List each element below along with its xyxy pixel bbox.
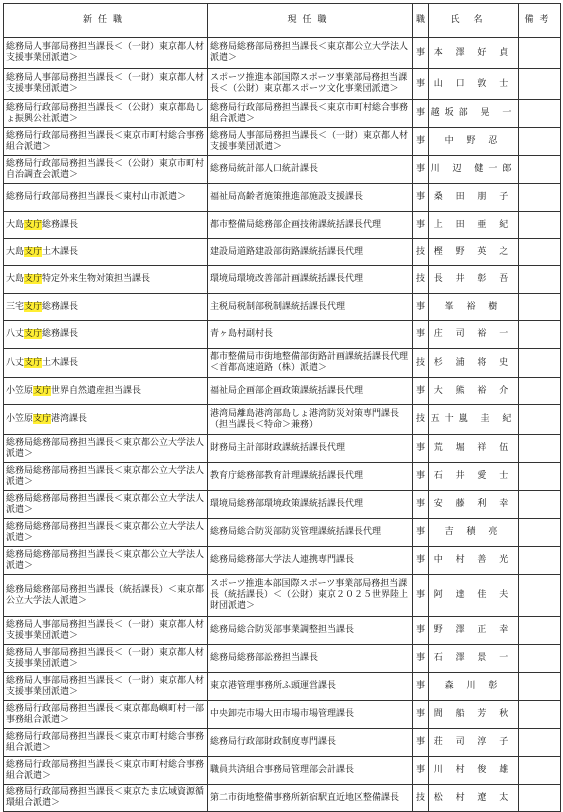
new-post-cell: 総務局総務部局務担当課長＜東京都公立大学法人派遣＞ [4, 435, 208, 463]
remarks-cell [519, 294, 561, 321]
remarks-cell [519, 100, 561, 128]
name-cell: 本 澤 好 貞 [429, 38, 519, 69]
rank-cell: 技 [413, 239, 429, 266]
current-post-cell: 総務局行政部財政制度専門課長 [208, 729, 413, 757]
new-post-cell: 総務局人事部局務担当課長＜（一財）東京都人材支援事業団派遣＞ [4, 617, 208, 645]
table-row [4, 463, 561, 491]
table-row [4, 349, 561, 378]
rank-cell: 技 [413, 349, 429, 378]
table-body [4, 38, 561, 812]
remarks-cell [519, 378, 561, 405]
name-cell: 五十嵐 圭 紀 [429, 405, 519, 435]
name-cell: 山 口 敦 士 [429, 69, 519, 100]
rank-cell: 事 [413, 100, 429, 128]
name-cell: 峯 裕 樹 [429, 294, 519, 321]
current-post-cell: 福祉局企画部企画政策課統括課長代理 [208, 378, 413, 405]
name-cell: 荒 堀 祥 伍 [429, 435, 519, 463]
table-row [4, 405, 561, 435]
new-post-cell: 大島支庁土木課長 [4, 239, 208, 266]
rank-cell: 事 [413, 491, 429, 519]
new-post-cell: 総務局人事部局務担当課長＜（一財）東京都人材支援事業団派遣＞ [4, 673, 208, 701]
name-cell: 吉 積 亮 [429, 519, 519, 547]
rank-cell: 事 [413, 757, 429, 785]
new-post-cell: 大島支庁特定外来生物対策担当課長 [4, 266, 208, 294]
name-cell: 荘 司 淳 子 [429, 729, 519, 757]
rank-cell: 事 [413, 463, 429, 491]
new-post-cell: 小笠原支庁世界自然遺産担当課長 [4, 378, 208, 405]
highlight-mark: 支庁 [33, 385, 52, 396]
rank-cell: 事 [413, 645, 429, 673]
table-row [4, 491, 561, 519]
table-row [4, 757, 561, 785]
rank-cell: 技 [413, 405, 429, 435]
name-cell: 中 野 忍 [429, 128, 519, 156]
current-post-cell: 福祉局高齢者施策推進部施設支援課長 [208, 184, 413, 212]
table-row [4, 519, 561, 547]
name-cell: 越坂部 晃 一 [429, 100, 519, 128]
rank-cell: 事 [413, 156, 429, 184]
name-cell: 長 井 彰 吾 [429, 266, 519, 294]
header-new-post: 新任職 [4, 4, 208, 38]
name-cell: 樫 野 英 之 [429, 239, 519, 266]
name-cell: 中 村 善 光 [429, 547, 519, 575]
remarks-cell [519, 128, 561, 156]
current-post-cell: 総務局人事部局務担当課長＜（一財）東京都人材支援事業団派遣＞ [208, 128, 413, 156]
current-post-cell: 第二市街地整備事務所新宿駅直近地区整備課長 [208, 785, 413, 812]
new-post-cell: 八丈支庁土木課長 [4, 349, 208, 378]
rank-cell: 事 [413, 184, 429, 212]
remarks-cell [519, 239, 561, 266]
remarks-cell [519, 729, 561, 757]
remarks-cell [519, 184, 561, 212]
name-cell: 桑 田 朋 子 [429, 184, 519, 212]
rank-cell: 事 [413, 617, 429, 645]
current-post-cell: 総務局総務部訟務担当課長 [208, 645, 413, 673]
name-cell: 大 熊 裕 介 [429, 378, 519, 405]
new-post-cell: 総務局行政部局務担当課長＜東京市町村総合事務組合派遣＞ [4, 128, 208, 156]
table-row [4, 645, 561, 673]
remarks-cell [519, 405, 561, 435]
rank-cell: 事 [413, 69, 429, 100]
current-post-cell: 都市整備局総務部企画技術課統括課長代理 [208, 212, 413, 239]
current-post-cell: 財務局主計部財政課統括課長代理 [208, 435, 413, 463]
new-post-cell: 総務局人事部局務担当課長＜（一財）東京都人材支援事業団派遣＞ [4, 645, 208, 673]
table-row [4, 575, 561, 617]
remarks-cell [519, 349, 561, 378]
name-cell: 川 村 俊 雄 [429, 757, 519, 785]
rank-cell: 事 [413, 212, 429, 239]
rank-cell: 事 [413, 321, 429, 349]
new-post-cell: 総務局行政部局務担当課長＜（公財）東京市町村自治調査会派遣＞ [4, 156, 208, 184]
remarks-cell [519, 617, 561, 645]
remarks-cell [519, 156, 561, 184]
current-post-cell: スポーツ推進本部国際スポーツ事業部局務担当課長＜（公財）東京都スポーツ文化事業団派遣＞ [208, 69, 413, 100]
personnel-table [3, 3, 561, 812]
current-post-cell: 都市整備局市街地整備部街路計画課統括課長代理＜首都高速道路（株）派遣＞ [208, 349, 413, 378]
rank-cell: 事 [413, 701, 429, 729]
remarks-cell [519, 575, 561, 617]
name-cell: 間 船 芳 秋 [429, 701, 519, 729]
new-post-cell: 総務局人事部局務担当課長＜（一財）東京都人材支援事業団派遣＞ [4, 69, 208, 100]
current-post-cell: 東京港管理事務所ふ頭運営課長 [208, 673, 413, 701]
rank-cell: 技 [413, 785, 429, 812]
current-post-cell: 環境局環境改善部計画課統括課長代理 [208, 266, 413, 294]
remarks-cell [519, 785, 561, 812]
highlight-mark: 支庁 [24, 246, 43, 257]
table-row [4, 729, 561, 757]
current-post-cell: 職員共済組合事務局管理部会計課長 [208, 757, 413, 785]
table-row [4, 212, 561, 239]
table-row [4, 128, 561, 156]
table-row [4, 673, 561, 701]
rank-cell: 事 [413, 435, 429, 463]
current-post-cell: 総務局総合防災部事業調整担当課長 [208, 617, 413, 645]
new-post-cell: 総務局行政部局務担当課長＜（公財）東京都島しょ振興公社派遣＞ [4, 100, 208, 128]
new-post-cell: 総務局行政部局務担当課長＜東京市町村総合事務組合派遣＞ [4, 729, 208, 757]
rank-cell: 事 [413, 294, 429, 321]
current-post-cell: 総務局統計部人口統計課長 [208, 156, 413, 184]
new-post-cell: 総務局総務部局務担当課長＜東京都公立大学法人派遣＞ [4, 547, 208, 575]
remarks-cell [519, 547, 561, 575]
header-row [4, 4, 561, 38]
new-post-cell: 総務局行政部局務担当課長＜東京たま広域資源循環組合派遣＞ [4, 785, 208, 812]
header-remarks: 備考 [519, 4, 561, 38]
new-post-cell: 総務局行政部局務担当課長＜東京市町村総合事務組合派遣＞ [4, 757, 208, 785]
new-post-cell: 小笠原支庁港湾課長 [4, 405, 208, 435]
rank-cell: 事 [413, 519, 429, 547]
remarks-cell [519, 38, 561, 69]
rank-cell: 事 [413, 378, 429, 405]
current-post-cell: 総務局総務部大学法人連携専門課長 [208, 547, 413, 575]
name-cell: 石 澤 景 一 [429, 645, 519, 673]
current-post-cell: 環境局総務部環境政策課統括課長代理 [208, 491, 413, 519]
current-post-cell: 総務局総務部局務担当課長＜東京都公立大学法人派遣＞ [208, 38, 413, 69]
table-row [4, 378, 561, 405]
table-row [4, 617, 561, 645]
name-cell: 安 藤 利 幸 [429, 491, 519, 519]
table-row [4, 435, 561, 463]
name-cell: 松 村 遼 太 [429, 785, 519, 812]
remarks-cell [519, 519, 561, 547]
table-row [4, 184, 561, 212]
table-row [4, 547, 561, 575]
table-row [4, 266, 561, 294]
remarks-cell [519, 645, 561, 673]
table-row [4, 701, 561, 729]
new-post-cell: 大島支庁総務課長 [4, 212, 208, 239]
table-row [4, 321, 561, 349]
rank-cell: 事 [413, 729, 429, 757]
new-post-cell: 総務局総務部局務担当課長（統括課長）＜東京都公立大学法人派遣＞ [4, 575, 208, 617]
current-post-cell: 主税局税制部税制課統括課長代理 [208, 294, 413, 321]
header-rank: 職 [413, 4, 429, 38]
current-post-cell: 港湾局離島港湾部島しょ港湾防災対策専門課長（担当課長＜特命＞兼務） [208, 405, 413, 435]
current-post-cell: 中央卸売市場大田市場市場管理課長 [208, 701, 413, 729]
name-cell: 石 井 愛 士 [429, 463, 519, 491]
table-row [4, 69, 561, 100]
remarks-cell [519, 321, 561, 349]
remarks-cell [519, 435, 561, 463]
new-post-cell: 総務局総務部局務担当課長＜東京都公立大学法人派遣＞ [4, 491, 208, 519]
new-post-cell: 三宅支庁総務課長 [4, 294, 208, 321]
name-cell: 川 辺 健一郎 [429, 156, 519, 184]
rank-cell: 事 [413, 128, 429, 156]
name-cell: 野 澤 正 幸 [429, 617, 519, 645]
name-cell: 上 田 亜 紀 [429, 212, 519, 239]
new-post-cell: 総務局行政部局務担当課長＜東京都島嶼町村一部事務組合派遣＞ [4, 701, 208, 729]
table-row [4, 156, 561, 184]
highlight-mark: 支庁 [24, 329, 43, 339]
table-row [4, 38, 561, 69]
table-row [4, 100, 561, 128]
remarks-cell [519, 491, 561, 519]
current-post-cell: 青ヶ島村副村長 [208, 321, 413, 349]
highlight-mark: 支庁 [24, 301, 43, 312]
new-post-cell: 総務局総務部局務担当課長＜東京都公立大学法人派遣＞ [4, 463, 208, 491]
name-cell: 阿 達 佳 夫 [429, 575, 519, 617]
remarks-cell [519, 757, 561, 785]
header-name: 氏名 [429, 4, 519, 38]
current-post-cell: 建設局道路建設部街路課統括課長代理 [208, 239, 413, 266]
name-cell: 森 川 彰 [429, 673, 519, 701]
rank-cell: 事 [413, 673, 429, 701]
table-row [4, 239, 561, 266]
highlight-mark: 支庁 [33, 414, 52, 424]
remarks-cell [519, 701, 561, 729]
new-post-cell: 総務局人事部局務担当課長＜（一財）東京都人材支援事業団派遣＞ [4, 38, 208, 69]
current-post-cell: 教育庁総務部教育計理課統括課長代理 [208, 463, 413, 491]
remarks-cell [519, 69, 561, 100]
table-row [4, 294, 561, 321]
current-post-cell: スポーツ推進本部国際スポーツ事業部局務担当課長（統括課長）＜（公財）東京２０２５世界陸上財団派遣＞ [208, 575, 413, 617]
rank-cell: 技 [413, 266, 429, 294]
header-current-post: 現任職 [208, 4, 413, 38]
current-post-cell: 総務局行政部局務担当課長＜東京市町村総合事務組合派遣＞ [208, 100, 413, 128]
rank-cell: 事 [413, 38, 429, 69]
rank-cell: 事 [413, 547, 429, 575]
name-cell: 庄 司 裕 一 [429, 321, 519, 349]
new-post-cell: 総務局総務部局務担当課長＜東京都公立大学法人派遣＞ [4, 519, 208, 547]
new-post-cell: 総務局行政部局務担当課長＜東村山市派遣＞ [4, 184, 208, 212]
remarks-cell [519, 673, 561, 701]
current-post-cell: 総務局総合防災部防災管理課統括課長代理 [208, 519, 413, 547]
highlight-mark: 支庁 [24, 274, 43, 284]
highlight-mark: 支庁 [24, 357, 43, 368]
remarks-cell [519, 463, 561, 491]
rank-cell: 事 [413, 575, 429, 617]
highlight-mark: 支庁 [24, 219, 43, 230]
name-cell: 杉 浦 将 史 [429, 349, 519, 378]
table-row [4, 785, 561, 812]
remarks-cell [519, 212, 561, 239]
new-post-cell: 八丈支庁総務課長 [4, 321, 208, 349]
remarks-cell [519, 266, 561, 294]
